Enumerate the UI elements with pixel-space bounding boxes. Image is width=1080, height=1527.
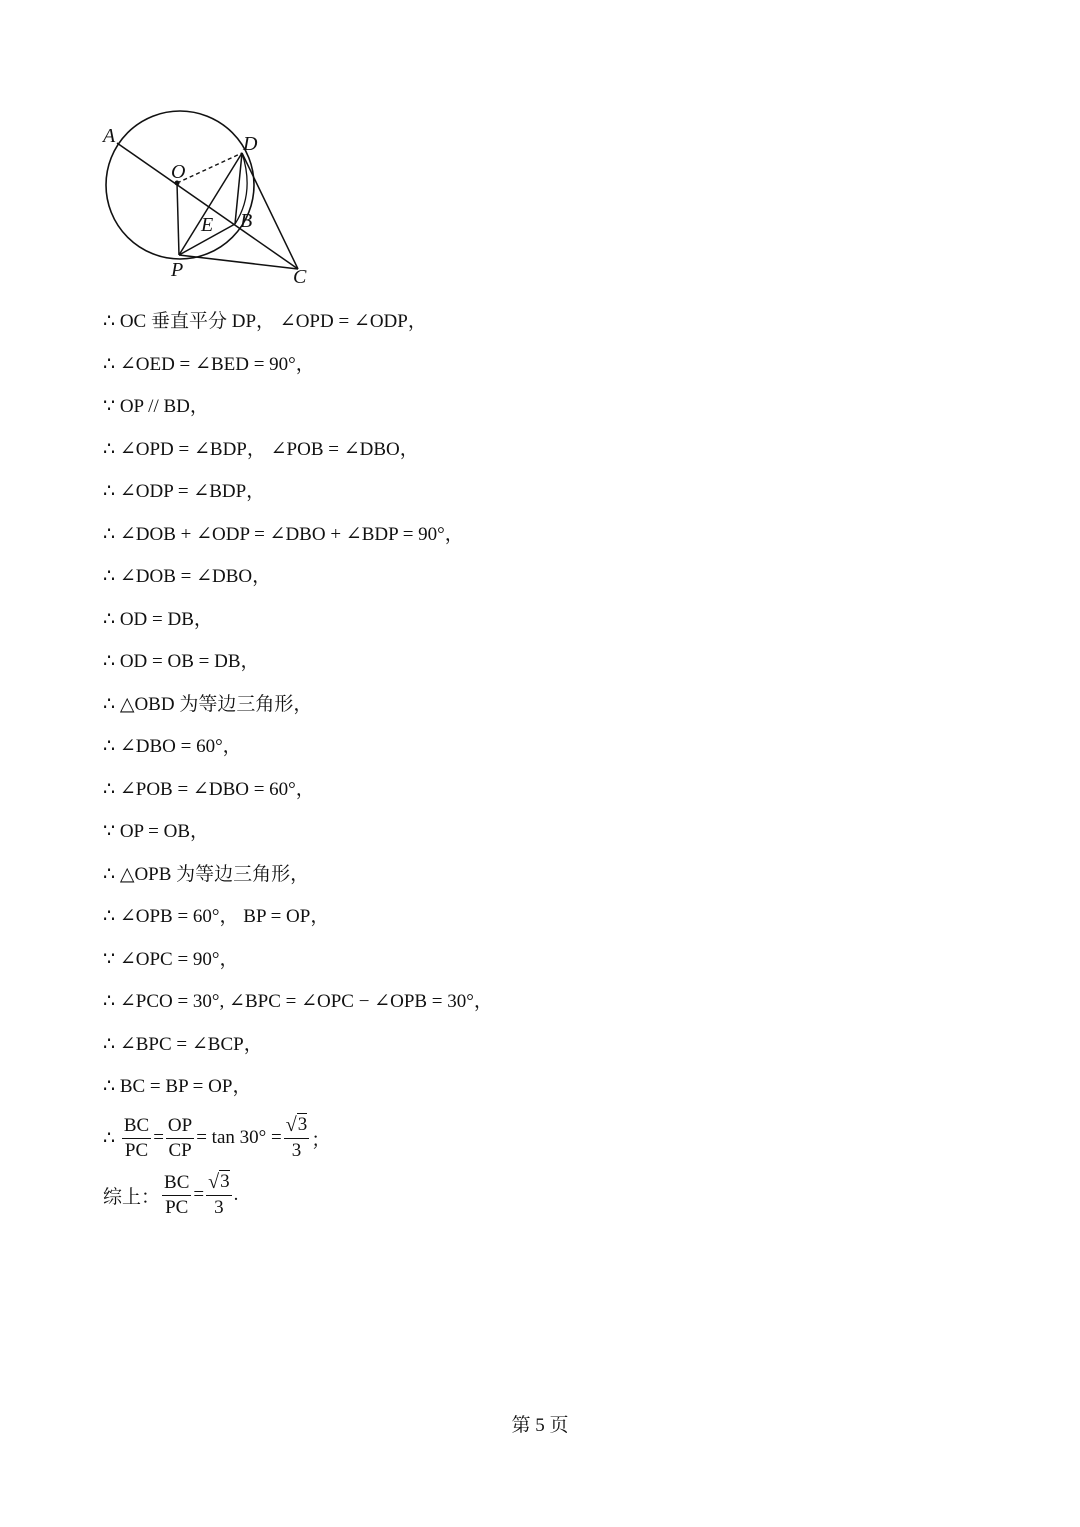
proof-line-16: ∵ ∠OPC = 90°， (103, 949, 239, 970)
geometry-figure (95, 108, 335, 293)
equals-sign: = (193, 1184, 205, 1205)
sqrt-expression (286, 1113, 307, 1136)
tan-expression: = tan 30° = (196, 1127, 282, 1148)
sqrt-value: 3 (297, 1114, 308, 1135)
label-p: P (171, 259, 184, 281)
circle-o (106, 111, 254, 259)
line-end: . (233, 1184, 239, 1205)
proof-line-4: ∴ ∠OPD = ∠BDP， ∠POB = ∠DBO， (103, 439, 419, 460)
label-b: B (240, 210, 253, 232)
fraction-numerator: BC (122, 1114, 151, 1139)
sqrt-expression (208, 1170, 229, 1193)
proof-line-7: ∴ ∠DOB = ∠DBO， (103, 566, 272, 587)
proof-line-ratio (103, 1113, 330, 1163)
page-number: 第 5 页 (511, 1415, 569, 1436)
fraction-denominator: CP (168, 1139, 192, 1161)
proof-line-3: ∵ OP // BD， (103, 396, 209, 417)
summary-prefix: 综上： (103, 1186, 161, 1208)
fraction-numerator (206, 1170, 231, 1196)
fraction-denominator: 3 (291, 1140, 302, 1161)
proof-line-13: ∵ OP = OB， (103, 821, 210, 842)
proof-line-10: ∴ △OBD 为等边三角形， (103, 694, 313, 715)
fraction-numerator: OP (166, 1114, 194, 1139)
fraction-denominator: PC (165, 1196, 189, 1218)
label-a: A (103, 125, 116, 147)
fraction-bc-pc (162, 1171, 191, 1220)
fraction-sqrt3-3 (206, 1170, 231, 1220)
proof-line-8: ∴ OD = DB， (103, 609, 213, 630)
fraction-numerator (284, 1113, 309, 1139)
fraction-op-cp (166, 1114, 194, 1163)
proof-line-17: ∴ ∠PCO = 30°, ∠BPC = ∠OPC − ∠OPB = 30°， (103, 991, 493, 1012)
proof-line-15: ∴ ∠OPB = 60°， BP = OP， (103, 906, 330, 927)
line-end: ； (311, 1129, 331, 1151)
proof-line-2: ∴ ∠OED = ∠BED = 90°， (103, 354, 315, 375)
proof-line-12: ∴ ∠POB = ∠DBO = 60°， (103, 779, 315, 800)
label-d: D (243, 133, 258, 155)
proof-line-1: ∴ OC 垂直平分 DP， ∠OPD = ∠ODP， (103, 311, 427, 332)
sqrt-value: 3 (220, 1171, 230, 1192)
line-op (177, 183, 179, 255)
fraction-sqrt3-3 (284, 1113, 309, 1163)
fraction-denominator: 3 (214, 1197, 224, 1218)
label-c: C (293, 266, 307, 288)
summary-line (103, 1170, 238, 1220)
therefore-symbol: ∴ (103, 1127, 116, 1149)
label-o: O (171, 161, 186, 183)
proof-line-5: ∴ ∠ODP = ∠BDP， (103, 481, 266, 502)
proof-line-9: ∴ OD = OB = DB， (103, 651, 260, 672)
fraction-bc-pc (122, 1114, 151, 1163)
sqrt-sign: √ (285, 1114, 297, 1136)
proof-line-6: ∴ ∠DOB + ∠ODP = ∠DBO + ∠BDP = 90°， (103, 524, 464, 545)
sqrt-sign: √ (208, 1171, 220, 1193)
proof-line-11: ∴ ∠DBO = 60°， (103, 736, 242, 757)
fraction-numerator: BC (162, 1171, 191, 1196)
equals-sign: = (153, 1127, 164, 1148)
label-e: E (201, 214, 214, 236)
proof-line-14: ∴ △OPB 为等边三角形， (103, 864, 310, 885)
fraction-denominator: PC (124, 1139, 149, 1161)
proof-line-18: ∴ ∠BPC = ∠BCP， (103, 1034, 263, 1055)
proof-line-19: ∴ BC = BP = OP， (103, 1076, 252, 1097)
